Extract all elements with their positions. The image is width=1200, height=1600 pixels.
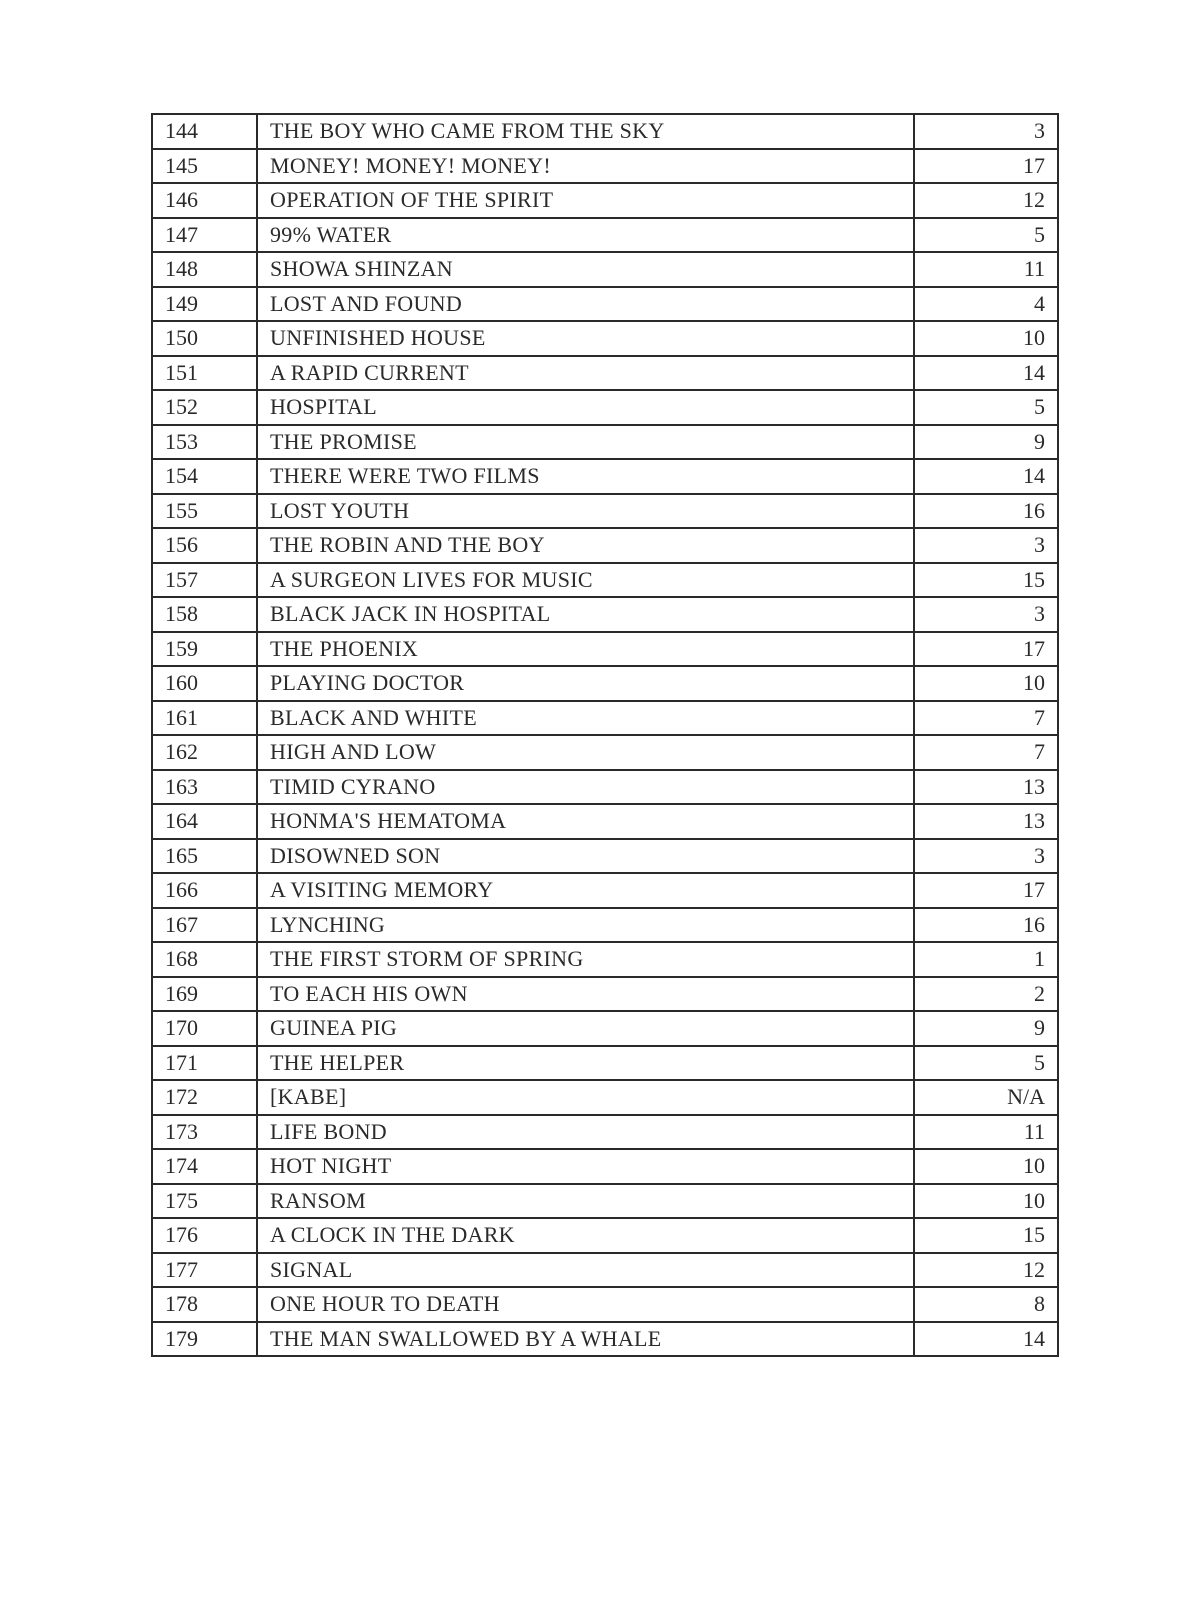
episode-number-cell: 176 [152,1218,257,1253]
table-row [152,1322,1058,1357]
episode-number-cell: 167 [152,908,257,943]
table-row [152,494,1058,529]
table-row [152,425,1058,460]
episode-value-cell: 3 [914,839,1058,874]
episode-value-cell: 13 [914,770,1058,805]
episode-number-cell: 155 [152,494,257,529]
table-row [152,252,1058,287]
episode-value-cell: 14 [914,459,1058,494]
table-row [152,977,1058,1012]
episode-value-cell: 5 [914,390,1058,425]
episode-number-cell: 165 [152,839,257,874]
episode-title-cell: SIGNAL [257,1253,914,1288]
episode-number-cell: 147 [152,218,257,253]
table-row [152,1218,1058,1253]
episode-title-cell: DISOWNED SON [257,839,914,874]
episode-number-cell: 161 [152,701,257,736]
table-row [152,563,1058,598]
table-row [152,218,1058,253]
episode-title-cell: SHOWA SHINZAN [257,252,914,287]
table-row [152,804,1058,839]
episode-title-cell: A RAPID CURRENT [257,356,914,391]
episode-value-cell: 17 [914,149,1058,184]
episode-title-cell: HIGH AND LOW [257,735,914,770]
table-row [152,287,1058,322]
episode-value-cell: 1 [914,942,1058,977]
episode-title-cell: HOT NIGHT [257,1149,914,1184]
episode-title-cell: BLACK AND WHITE [257,701,914,736]
episode-value-cell: 11 [914,1115,1058,1150]
episode-value-cell: 14 [914,356,1058,391]
episode-value-cell: 11 [914,252,1058,287]
table-row [152,666,1058,701]
episode-title-cell: OPERATION OF THE SPIRIT [257,183,914,218]
episode-number-cell: 178 [152,1287,257,1322]
episode-value-cell: 17 [914,632,1058,667]
episode-title-cell: UNFINISHED HOUSE [257,321,914,356]
episode-value-cell: 10 [914,321,1058,356]
episode-title-cell: A SURGEON LIVES FOR MUSIC [257,563,914,598]
episode-title-cell: TIMID CYRANO [257,770,914,805]
episode-value-cell: 15 [914,1218,1058,1253]
episode-value-cell: 5 [914,1046,1058,1081]
episode-number-cell: 160 [152,666,257,701]
episode-number-cell: 171 [152,1046,257,1081]
episode-table [151,113,1059,1357]
table-row [152,149,1058,184]
table-row [152,1080,1058,1115]
episode-value-cell: 17 [914,873,1058,908]
episode-number-cell: 156 [152,528,257,563]
episode-title-cell: TO EACH HIS OWN [257,977,914,1012]
episode-value-cell: 12 [914,183,1058,218]
table-row [152,1184,1058,1219]
episode-title-cell: LIFE BOND [257,1115,914,1150]
table-row [152,321,1058,356]
episode-title-cell: BLACK JACK IN HOSPITAL [257,597,914,632]
table-row [152,1115,1058,1150]
episode-title-cell: HOSPITAL [257,390,914,425]
episode-value-cell: 10 [914,666,1058,701]
episode-title-cell: THE PHOENIX [257,632,914,667]
episode-title-cell: A CLOCK IN THE DARK [257,1218,914,1253]
episode-title-cell: LOST AND FOUND [257,287,914,322]
episode-number-cell: 148 [152,252,257,287]
table-row [152,908,1058,943]
episode-value-cell: 10 [914,1184,1058,1219]
episode-value-cell: 4 [914,287,1058,322]
episode-value-cell: 7 [914,701,1058,736]
episode-title-cell: LYNCHING [257,908,914,943]
table-row [152,597,1058,632]
table-row [152,356,1058,391]
episode-number-cell: 173 [152,1115,257,1150]
table-row [152,1287,1058,1322]
episode-value-cell: 3 [914,597,1058,632]
episode-title-cell: ONE HOUR TO DEATH [257,1287,914,1322]
episode-value-cell: N/A [914,1080,1058,1115]
episode-number-cell: 174 [152,1149,257,1184]
episode-title-cell: GUINEA PIG [257,1011,914,1046]
table-row [152,1253,1058,1288]
episode-value-cell: 2 [914,977,1058,1012]
table-row [152,459,1058,494]
table-row [152,701,1058,736]
table-row [152,1011,1058,1046]
table-row [152,114,1058,149]
episode-number-cell: 177 [152,1253,257,1288]
episode-value-cell: 8 [914,1287,1058,1322]
episode-number-cell: 170 [152,1011,257,1046]
table-row [152,735,1058,770]
episode-title-cell: THERE WERE TWO FILMS [257,459,914,494]
episode-number-cell: 159 [152,632,257,667]
episode-value-cell: 3 [914,528,1058,563]
table-row [152,390,1058,425]
episode-title-cell: 99% WATER [257,218,914,253]
episode-title-cell: THE HELPER [257,1046,914,1081]
episode-title-cell: HONMA'S HEMATOMA [257,804,914,839]
episode-value-cell: 7 [914,735,1058,770]
episode-number-cell: 145 [152,149,257,184]
episode-number-cell: 151 [152,356,257,391]
table-row [152,1149,1058,1184]
episode-value-cell: 13 [914,804,1058,839]
episode-value-cell: 9 [914,425,1058,460]
episode-number-cell: 157 [152,563,257,598]
episode-number-cell: 172 [152,1080,257,1115]
episode-value-cell: 15 [914,563,1058,598]
episode-number-cell: 179 [152,1322,257,1357]
episode-value-cell: 3 [914,114,1058,149]
episode-title-cell: THE ROBIN AND THE BOY [257,528,914,563]
episode-title-cell: THE MAN SWALLOWED BY A WHALE [257,1322,914,1357]
episode-value-cell: 14 [914,1322,1058,1357]
table-row [152,1046,1058,1081]
episode-number-cell: 149 [152,287,257,322]
episode-number-cell: 153 [152,425,257,460]
episode-number-cell: 175 [152,1184,257,1219]
episode-number-cell: 168 [152,942,257,977]
table-row [152,183,1058,218]
episode-title-cell: MONEY! MONEY! MONEY! [257,149,914,184]
episode-number-cell: 162 [152,735,257,770]
episode-title-cell: [KABE] [257,1080,914,1115]
episode-number-cell: 164 [152,804,257,839]
episode-title-cell: THE FIRST STORM OF SPRING [257,942,914,977]
episode-title-cell: PLAYING DOCTOR [257,666,914,701]
table-row [152,839,1058,874]
table-row [152,528,1058,563]
episode-number-cell: 158 [152,597,257,632]
episode-value-cell: 5 [914,218,1058,253]
table-row [152,873,1058,908]
episode-number-cell: 154 [152,459,257,494]
episode-value-cell: 10 [914,1149,1058,1184]
episode-value-cell: 12 [914,1253,1058,1288]
table-row [152,770,1058,805]
episode-number-cell: 163 [152,770,257,805]
episode-title-cell: THE BOY WHO CAME FROM THE SKY [257,114,914,149]
episode-number-cell: 144 [152,114,257,149]
table-row [152,632,1058,667]
episode-title-cell: LOST YOUTH [257,494,914,529]
episode-value-cell: 16 [914,908,1058,943]
episode-title-cell: THE PROMISE [257,425,914,460]
episode-number-cell: 169 [152,977,257,1012]
episode-value-cell: 9 [914,1011,1058,1046]
episode-value-cell: 16 [914,494,1058,529]
episode-number-cell: 150 [152,321,257,356]
episode-number-cell: 166 [152,873,257,908]
episode-number-cell: 146 [152,183,257,218]
table-row [152,942,1058,977]
episode-table-body [152,114,1058,1356]
episode-number-cell: 152 [152,390,257,425]
episode-title-cell: A VISITING MEMORY [257,873,914,908]
episode-title-cell: RANSOM [257,1184,914,1219]
